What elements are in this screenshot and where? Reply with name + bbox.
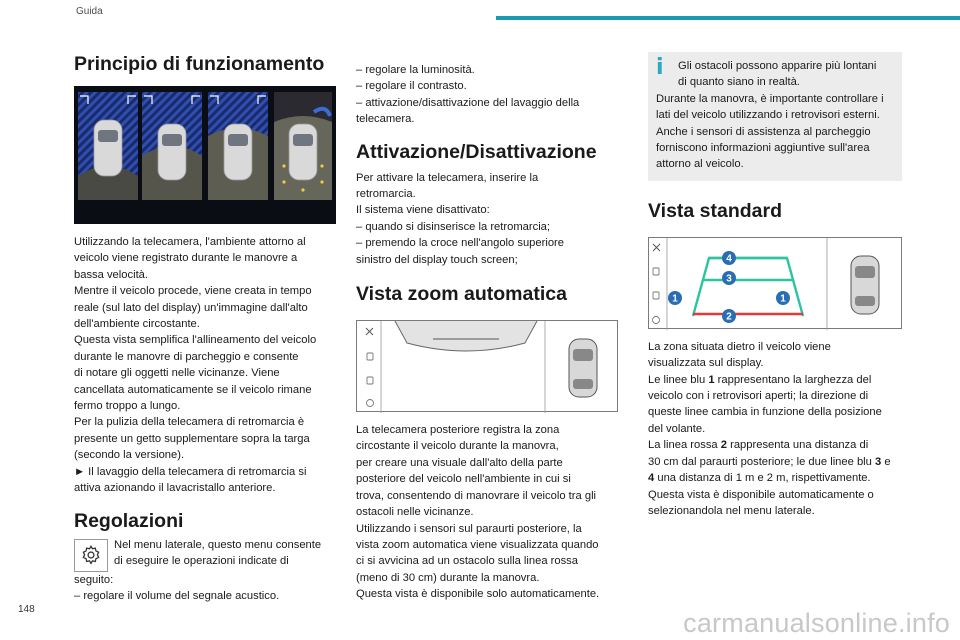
text-line: fermo troppo a lungo. (74, 400, 181, 413)
car-top-icon (569, 339, 597, 397)
parking-illustration (74, 86, 336, 224)
text-line: (secondo la versione). (74, 449, 185, 462)
text-line: durante le manovre di parcheggio e consente (74, 350, 299, 363)
marker-3 (722, 271, 736, 285)
text-line: – attivazione/disattivazione del lavaggio della (356, 96, 580, 109)
text-line: forniscono informazioni aggiuntive sull'area (656, 142, 870, 155)
text-line: Nel menu laterale, questo menu consente (114, 538, 322, 551)
text-line: – regolare il volume del segnale acustico. (74, 589, 280, 602)
text-line: Per attivare la telecamera, inserire la (356, 171, 539, 184)
svg-text:4: 4 (726, 253, 732, 265)
text-line: attiva azionando il lavacristallo anteriore. (74, 482, 276, 495)
text-line: Questa vista è disponibile automaticamente o (648, 488, 874, 501)
text-line: Mentre il veicolo procede, viene creata in tempo (74, 285, 312, 298)
text-line: – quando si disinserisce la retromarcia; (356, 220, 551, 233)
text-span: una distanza di 1 m e 2 m, rispettivamente. (654, 472, 871, 485)
title-regolazioni: Regolazioni (74, 509, 184, 532)
car-top-icon (851, 256, 879, 314)
text-line: posteriore del veicolo nell'ambiente in cui si (356, 473, 571, 486)
column-1 (74, 52, 336, 604)
svg-text:2: 2 (726, 311, 732, 323)
text-line: sinistro del display touch screen; (356, 253, 518, 266)
text-line: ci si avvicina ad un ostacolo sulla linea rossa (356, 555, 579, 568)
ref-number: 4 (648, 472, 655, 485)
title-standard: Vista standard (648, 199, 783, 222)
marker-1 (668, 291, 682, 305)
column-2 (356, 62, 622, 603)
text-line: Anche i sensori di assistenza al parcheggio (656, 125, 871, 138)
zoom-view-diagram (356, 320, 618, 412)
text-line: dell'ambiente circostante. (74, 318, 200, 331)
watermark: carmanualsonline.info (683, 608, 950, 638)
text-line: attorno al veicolo. (656, 158, 744, 171)
text-line: Questa vista è disponibile solo automaticamente. (356, 588, 600, 601)
info-note (648, 52, 902, 181)
text-line: veicolo viene registrato durante le manovre a (74, 252, 298, 265)
text-line: visualizzata sul display. (648, 357, 764, 370)
text-line: Gli ostacoli possono apparire più lontani (678, 60, 877, 72)
text-line: Per la pulizia della telecamera di retromarcia è (74, 416, 305, 429)
close-icon (366, 328, 373, 335)
text-line: Utilizzando la telecamera, l'ambiente attorno al (74, 236, 306, 248)
blue-lines-line (648, 372, 902, 388)
title-zoom: Vista zoom automatica (356, 283, 567, 306)
text-line: reale (sul lato del display) un'immagine dall'alto (74, 301, 308, 314)
text-line: (meno di 30 cm) durante la manovra. (356, 571, 540, 584)
text-line: di notare gli oggetti nelle vicinanze. Viene (74, 367, 280, 380)
text-line: di quanto siano in realtà. (678, 76, 800, 89)
text-line: ostacoli nelle vicinanze. (356, 506, 474, 519)
settings-gear-icon (367, 400, 374, 407)
page-number: 148 (18, 604, 35, 615)
marker-2 (722, 309, 736, 323)
camera-top-view-photo (74, 86, 336, 224)
text-line: cancellata automaticamente se il veicolo rimane (74, 383, 312, 396)
marker-4 (722, 251, 736, 265)
red-line-line (648, 437, 902, 453)
svg-text:1: 1 (780, 293, 786, 305)
settings-gear-icon (74, 539, 108, 572)
text-span: La linea rossa (648, 439, 721, 452)
text-line: seguito: (74, 573, 114, 586)
marker-1 (776, 291, 790, 305)
title-attivazione: Attivazione/Disattivazione (356, 140, 597, 163)
text-line: veicolo con i retrovisori aperti; la direzione di (648, 390, 869, 403)
text-line: Il sistema viene disattivato: (356, 204, 490, 217)
text-line: La telecamera posteriore registra la zona (356, 424, 560, 437)
mixed-line-2 (648, 470, 902, 486)
text-line: selezionandola nel menu laterale. (648, 504, 815, 517)
text-span: rappresenta una distanza di (727, 439, 869, 452)
text-line: presente un getto supplementare sopra la targa (74, 432, 310, 445)
sensor-icon (367, 353, 373, 384)
marker-group (668, 251, 790, 323)
text-span: rappresentano la larghezza del (714, 373, 872, 386)
text-line: trova, consentendo di manovrare il veicolo tra gli (356, 489, 597, 502)
text-line: bassa velocità. (74, 268, 149, 281)
mixed-line (648, 454, 902, 470)
text-line: retromarcia. (356, 188, 416, 201)
ref-number: 2 (720, 439, 727, 452)
standard-view-screen (649, 238, 903, 330)
ref-number: 3 (875, 455, 882, 468)
text-span: Le linee blu (648, 373, 709, 386)
text-line: Questa vista semplifica l'allineamento del veicolo (74, 334, 317, 347)
text-line: – regolare il contrasto. (356, 80, 467, 93)
svg-text:3: 3 (726, 273, 732, 285)
principio-paragraph (74, 234, 336, 497)
text-line: ► Il lavaggio della telecamera di retromarcia si (74, 465, 307, 478)
settings-gear-icon (653, 316, 660, 323)
text-span: e (881, 455, 891, 468)
text-line: vista zoom automatica viene visualizzata quando (356, 538, 599, 551)
text-line: Utilizzando i sensori sul paraurti posteriore, la (356, 522, 582, 535)
info-icon: i (656, 55, 664, 80)
header-accent-bar (496, 16, 960, 20)
title-principio: Principio di funzionamento (74, 53, 325, 75)
text-span: 30 cm dal paraurti posteriore; le due linee blu (648, 455, 875, 468)
text-line: telecamera. (356, 113, 415, 126)
zoom-view-screen (357, 321, 619, 413)
text-line: circostante il veicolo durante la manovra, (356, 440, 559, 453)
column-3 (648, 52, 902, 519)
text-line: del volante. (648, 422, 706, 435)
regolazioni-intro (74, 537, 336, 572)
sensor-icon (653, 268, 659, 299)
text-line: La zona situata dietro il veicolo viene (648, 340, 831, 353)
text-line: Durante la manovra, è importante controllare i (656, 92, 884, 105)
ref-number: 1 (708, 373, 715, 386)
text-line: di eseguire le operazioni indicate di (114, 554, 289, 567)
text-line: per creare una visuale dall'alto della parte (356, 456, 563, 469)
text-line: lati del veicolo utilizzando i retrovisori esterni. (656, 109, 880, 122)
guide-lines (693, 258, 803, 316)
text-line: queste linee cambia in funzione della posizione (648, 406, 882, 419)
header-section-label: Guida (76, 6, 103, 17)
standard-view-diagram (648, 237, 902, 329)
text-line: – regolare la luminosità. (356, 64, 475, 76)
svg-text:1: 1 (672, 293, 678, 305)
text-line: – premendo la croce nell'angolo superiore (356, 237, 564, 250)
close-icon (653, 244, 660, 251)
